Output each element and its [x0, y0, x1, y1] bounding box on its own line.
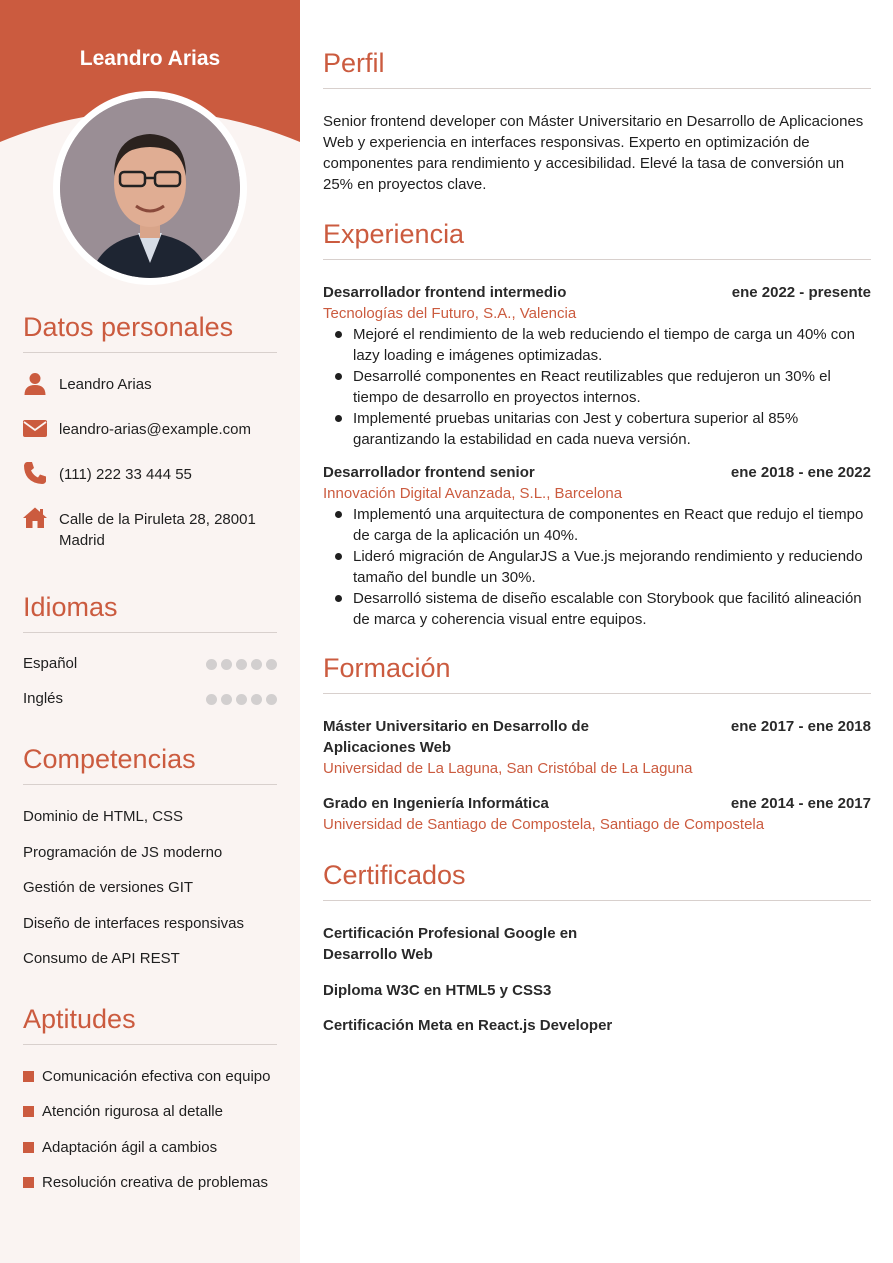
level-dot [236, 694, 247, 705]
skill-item: Programación de JS moderno [23, 844, 223, 861]
job-bullets [323, 504, 871, 630]
level-dot [206, 694, 217, 705]
divider [323, 900, 871, 901]
contact-address-text: Calle de la Piruleta 28, 28001 Madrid [59, 511, 256, 549]
level-dot [206, 659, 217, 670]
skill-item: Gestión de versiones GIT [23, 879, 194, 896]
bullet-item: Implementé pruebas unitarias con Jest y cobertura superior al 85% garantizando la estabilidad en cada nueva versión. [323, 408, 871, 450]
certificate-item: Certificación Profesional Google en Desarrollo Web [323, 925, 578, 963]
personal-section [23, 311, 277, 353]
level-dot [251, 694, 262, 705]
job-title: Desarrollador frontend senior [323, 464, 535, 481]
degree-school: Universidad de La Laguna, San Cristóbal de La Laguna [323, 760, 693, 777]
certificate-item: Diploma W3C en HTML5 y CSS3 [323, 982, 552, 999]
aptitudes-section [23, 1003, 277, 1045]
square-bullet-icon [23, 1106, 34, 1117]
sidebar [0, 0, 300, 1263]
divider [23, 1044, 277, 1045]
level-dot [266, 694, 277, 705]
degree-title: Grado en Ingeniería Informática [323, 795, 549, 812]
aptitude-item [23, 1174, 268, 1191]
divider [23, 352, 277, 353]
job-company: Innovación Digital Avanzada, S.L., Barcelona [323, 485, 623, 502]
skills-title: Competencias [23, 744, 196, 774]
languages-section [23, 591, 277, 633]
language-name: Inglés [23, 690, 64, 707]
degree-dates: ene 2014 - ene 2017 [730, 795, 871, 812]
divider [23, 784, 277, 785]
contact-phone-text[interactable]: (111) 222 33 444 55 [59, 466, 192, 483]
home-icon [23, 506, 47, 530]
language-name: Español [23, 655, 78, 672]
skill-item: Diseño de interfaces responsivas [23, 915, 244, 932]
skill-item: Consumo de API REST [23, 950, 180, 967]
job-company: Tecnologías del Futuro, S.A., Valencia [323, 305, 577, 322]
bullet-item: Lideró migración de AngularJS a Vue.js mejorando rendimiento y reduciendo tamaño del bundle un 30%. [323, 546, 871, 588]
profile-title: Perfil [323, 48, 385, 78]
profile-photo [60, 98, 240, 278]
job-bullets [323, 324, 871, 450]
skill-item: Dominio de HTML, CSS [23, 808, 184, 825]
skills-section [23, 743, 277, 785]
level-dot [221, 659, 232, 670]
divider [323, 693, 871, 694]
job-dates: ene 2022 - presente [731, 284, 871, 301]
contact-email-text[interactable]: leandro-arias@example.com [59, 421, 251, 438]
language-level [206, 694, 277, 705]
aptitude-text: Adaptación ágil a cambios [42, 1139, 218, 1156]
language-row [23, 655, 277, 675]
language-row [23, 690, 277, 710]
divider [323, 88, 871, 89]
degree-dates: ene 2017 - ene 2018 [730, 718, 871, 735]
degree-title: Máster Universitario en Desarrollo de Aplicaciones Web [323, 718, 589, 756]
phone-icon [23, 461, 47, 485]
level-dot [251, 659, 262, 670]
contact-phone[interactable] [23, 464, 277, 485]
aptitude-item [23, 1103, 223, 1120]
bullet-item: Mejoré el rendimiento de la web reduciendo el tiempo de carga un 40% con lazy loading e imágenes optimizadas. [323, 324, 871, 366]
certificates-title: Certificados [323, 860, 466, 890]
aptitude-text: Resolución creativa de problemas [42, 1174, 268, 1191]
aptitude-item [23, 1068, 270, 1085]
experience-title: Experiencia [323, 219, 465, 249]
square-bullet-icon [23, 1071, 34, 1082]
bullet-item: Desarrollé componentes en React reutilizables que redujeron un 30% el tiempo de desarrollo en proyectos internos. [323, 366, 871, 408]
contact-email[interactable] [23, 419, 277, 440]
education-title: Formación [323, 653, 451, 683]
contact-name-text: Leandro Arias [59, 376, 152, 393]
certificate-item: Certificación Meta en React.js Developer [323, 1017, 613, 1034]
user-icon [23, 371, 47, 395]
job-dates: ene 2018 - ene 2022 [730, 464, 871, 481]
aptitude-text: Atención rigurosa al detalle [42, 1103, 223, 1120]
aptitude-item [23, 1139, 217, 1156]
candidate-name: Leandro Arias [79, 47, 221, 70]
bullet-item: Desarrolló sistema de diseño escalable con Storybook que facilitó alineación de marca y coherencia visual entre equipos. [323, 588, 871, 630]
divider [23, 632, 277, 633]
languages-title: Idiomas [23, 592, 118, 622]
contact-name [23, 374, 277, 395]
profile-text: Senior frontend developer con Máster Universitario en Desarrollo de Aplicaciones Web y experiencia en interfaces responsivas. Experto en optimización de componentes para rendimiento y accesibilidad. Elevé la tasa de conversión un 25% en proyectos clave. [323, 113, 864, 193]
square-bullet-icon [23, 1142, 34, 1153]
personal-title: Datos personales [23, 312, 234, 342]
level-dot [236, 659, 247, 670]
aptitudes-title: Aptitudes [23, 1004, 136, 1034]
bullet-item: Implementó una arquitectura de componentes en React que redujo el tiempo de carga de la aplicación un 40%. [323, 504, 871, 546]
square-bullet-icon [23, 1177, 34, 1188]
language-level [206, 659, 277, 670]
job-title: Desarrollador frontend intermedio [323, 284, 567, 301]
degree-school: Universidad de Santiago de Compostela, Santiago de Compostela [323, 816, 765, 833]
level-dot [221, 694, 232, 705]
divider [323, 259, 871, 260]
aptitude-text: Comunicación efectiva con equipo [42, 1068, 271, 1085]
contact-address [23, 509, 277, 551]
envelope-icon [23, 416, 47, 440]
level-dot [266, 659, 277, 670]
